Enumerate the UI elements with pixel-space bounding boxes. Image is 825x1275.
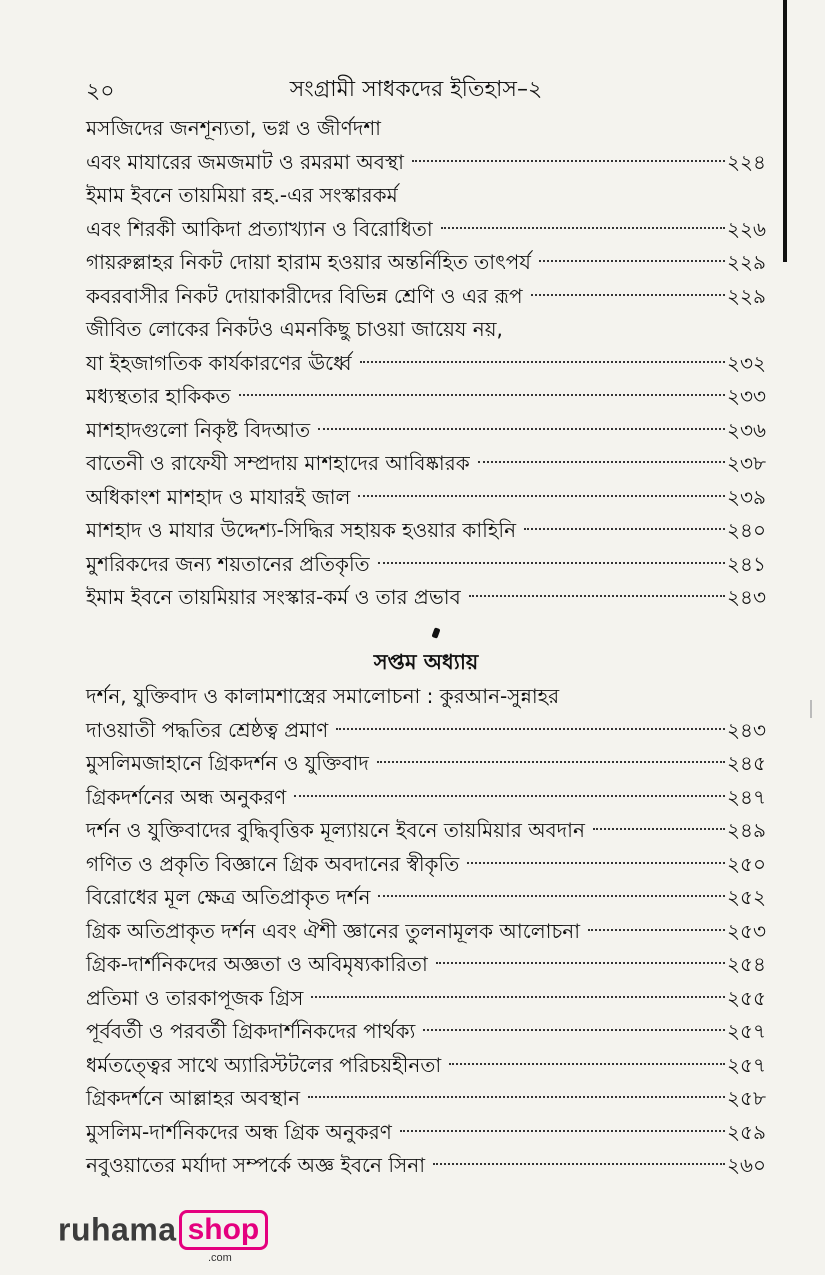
toc-entry: [86, 1049, 766, 1083]
toc-entry-page: ২৪৯: [727, 818, 766, 842]
toc-leader-dots: [412, 160, 725, 162]
toc-entry-title: গায়রুল্লাহর নিকট দোয়া হারাম হওয়ার অন্তর্নিহিত তাৎপর্য: [86, 250, 531, 274]
toc-section-second: [86, 680, 766, 1183]
toc-entry-page: ২৫৩: [727, 918, 766, 943]
running-title: সংগ্রামী সাধকদের ইতিহাস–২: [289, 77, 543, 102]
toc-entry-title: প্রতিমা ও তারকাপূজক গ্রিস: [86, 985, 304, 1010]
toc-entry: [86, 781, 766, 815]
toc-entry-page: ২৪৩: [727, 717, 766, 742]
toc-entry: [86, 380, 766, 414]
toc-leader-dots: [423, 1029, 725, 1031]
toc-leader-dots: [377, 761, 725, 763]
toc-entry-page: ২৪৩: [727, 585, 766, 609]
toc-entry-title: মুসলিম-দার্শনিকদের অন্ধ গ্রিক অনুকরণ: [86, 1119, 392, 1144]
toc-leader-dots: [469, 595, 725, 597]
toc-leader-dots: [436, 962, 725, 964]
toc-entry-page: ২৪১: [727, 551, 766, 576]
toc-entry: [86, 848, 766, 882]
toc-entry: [86, 313, 766, 347]
watermark-brand-left: ruhama: [58, 1211, 177, 1248]
toc-entry: [86, 1015, 766, 1049]
toc-leader-dots: [433, 1163, 725, 1165]
toc-leader-dots: [318, 428, 725, 430]
toc-leader-dots: [239, 394, 725, 396]
watermark-logo: [58, 1210, 268, 1264]
toc-leader-dots: [467, 862, 725, 864]
toc-entry-title: ধর্মতত্ত্বের সাথে অ্যারিস্টটলের পরিচয়হীনতা: [86, 1052, 442, 1077]
toc-entry: [86, 747, 766, 781]
toc-entry-title: এবং মাযারের জমজমাট ও রমরমা অবস্থা: [86, 149, 404, 174]
toc-leader-dots: [336, 728, 725, 730]
toc-entry: [86, 915, 766, 949]
watermark-brand-suffix: .com: [208, 1252, 232, 1264]
toc-entry-page: ২৫০: [727, 851, 766, 876]
toc-entry: [86, 447, 766, 481]
toc-entry: [86, 814, 766, 848]
toc-entry-title: ইমাম ইবনে তায়মিয়া রহ.-এর সংস্কারকর্ম: [86, 183, 398, 207]
toc-entry-title: মধ্যস্থতার হাকিকত: [86, 384, 231, 408]
toc-entry-page: ২৫৭: [727, 1019, 766, 1043]
page-header: [86, 70, 746, 104]
chapter-heading: সপ্তম অধ্যায়: [373, 650, 479, 674]
toc-entry-title: মুসলিমজাহানে গ্রিকদর্শন ও যুক্তিবাদ: [86, 751, 369, 775]
toc-entry: [86, 347, 766, 381]
book-spine-shadow: [783, 0, 787, 262]
toc-entry-title: গ্রিক অতিপ্রাকৃত দর্শন এবং ঐশী জ্ঞানের তুলনামূলক আলোচনা: [86, 918, 580, 943]
toc-entry-title: দাওয়াতী পদ্ধতির শ্রেষ্ঠত্ব প্রমাণ: [86, 717, 329, 742]
toc-entry-page: ২৫৯: [727, 1119, 766, 1144]
toc-entry-page: ২৫৫: [727, 985, 766, 1010]
toc-entry-title: কবরবাসীর নিকট দোয়াকারীদের বিভিন্ন শ্রেণি ও এর রূপ: [86, 283, 523, 308]
toc-entry: [86, 280, 766, 314]
toc-entry-title: নবুওয়াতের মর্যাদা সম্পর্কে অজ্ঞ ইবনে সিনা: [86, 1153, 425, 1177]
toc-entry: [86, 948, 766, 982]
toc-entry-page: ২৪০: [727, 518, 766, 542]
toc-entry-page: ২৩৯: [727, 484, 766, 509]
toc-leader-dots: [294, 795, 725, 797]
toc-leader-dots: [378, 562, 725, 564]
toc-leader-dots: [588, 929, 725, 931]
toc-entry-title: দর্শন, যুক্তিবাদ ও কালামশাস্ত্রের সমালোচনা : কুরআন-সুন্নাহর: [86, 684, 560, 708]
toc-entry-page: ২৬০: [726, 1153, 766, 1177]
toc-entry: [86, 146, 766, 180]
toc-leader-dots: [593, 828, 725, 830]
watermark-brand-right: shop: [179, 1210, 269, 1250]
toc-entry-title: গণিত ও প্রকৃতি বিজ্ঞানে গ্রিক অবদানের স্বীকৃতি: [86, 851, 460, 876]
toc-entry: [86, 881, 766, 915]
toc-entry: [86, 246, 766, 280]
toc-leader-dots: [441, 227, 725, 229]
toc-entry-page: ২৩৩: [726, 384, 766, 408]
toc-entry: [86, 680, 766, 714]
toc-entry: [86, 1116, 766, 1150]
toc-entry-page: ২৩৬: [726, 417, 766, 442]
toc-entry-title: গ্রিক-দার্শনিকদের অজ্ঞতা ও অবিমৃষ্যকারিতা: [86, 952, 428, 976]
toc-leader-dots: [539, 260, 725, 262]
toc-entry-page: ২৩৮: [727, 451, 766, 475]
toc-entry-title: মুশরিকদের জন্য শয়তানের প্রতিকৃতি: [86, 551, 370, 576]
toc-leader-dots: [524, 528, 725, 530]
toc-leader-dots: [378, 895, 725, 897]
toc-entry-title: জীবিত লোকের নিকটও এমনকিছু চাওয়া জায়েয নয়,: [86, 317, 503, 341]
toc-leader-dots: [358, 495, 725, 497]
page-edge-mark: [810, 700, 812, 718]
toc-entry: [86, 514, 766, 548]
toc-entry-page: ২৫৪: [727, 952, 766, 976]
toc-entry-page: ২৩২: [726, 350, 766, 375]
toc-leader-dots: [449, 1063, 725, 1065]
toc-entry-title: এবং শিরকী আকিদা প্রত্যাখ্যান ও বিরোধিতা: [86, 216, 433, 241]
toc-entry-page: ২৫২: [727, 885, 766, 909]
toc-entry-page: ২৫৭: [727, 1052, 766, 1077]
toc-entry-title: যা ইহজাগতিক কার্যকারণের ঊর্ধ্বে: [86, 350, 352, 375]
toc-entry-title: মাশহাদ ও মাযার উদ্দেশ্য-সিদ্ধির সহায়ক হওয়ার কাহিনি: [86, 518, 517, 542]
section-separator-mark: [431, 627, 440, 638]
toc-entry-title: অধিকাংশ মাশহাদ ও মাযারই জাল: [86, 484, 351, 509]
toc-entry: [86, 548, 766, 582]
toc-entry: [86, 481, 766, 515]
toc-entry-page: ২৪৫: [727, 751, 766, 775]
toc-entry-page: ২৫৮: [727, 1086, 766, 1110]
toc-entry-page: ২২৯: [727, 250, 766, 274]
page-number: ২০: [86, 79, 115, 104]
toc-entry-title: মসজিদের জনশূন্যতা, ভগ্ন ও জীর্ণদশা: [86, 116, 381, 140]
toc-leader-dots: [400, 1130, 725, 1132]
toc-entry-page: ২২৬: [726, 216, 766, 241]
toc-entry: [86, 112, 766, 146]
toc-entry: [86, 581, 766, 615]
toc-entry-title: দর্শন ও যুক্তিবাদের বুদ্ধিবৃত্তিক মূল্যায়নে ইবনে তায়মিয়ার অবদান: [86, 818, 585, 842]
toc-entry: [86, 714, 766, 748]
toc-entry-page: ২২৪: [727, 149, 766, 174]
toc-section-first: [86, 112, 766, 615]
toc-leader-dots: [311, 996, 725, 998]
toc-entry-title: গ্রিকদর্শনে আল্লাহর অবস্থান: [86, 1086, 301, 1110]
toc-entry-title: ইমাম ইবনে তায়মিয়ার সংস্কার-কর্ম ও তার প্রভাব: [86, 585, 461, 609]
toc-entry: [86, 1149, 766, 1183]
toc-leader-dots: [478, 461, 725, 463]
toc-entry: [86, 1082, 766, 1116]
toc-entry-title: গ্রিকদর্শনের অন্ধ অনুকরণ: [86, 784, 287, 809]
toc-entry-page: ২২৯: [727, 283, 766, 308]
toc-entry-title: বাতেনী ও রাফেযী সম্প্রদায় মাশহাদের আবিষ্কারক: [86, 451, 470, 475]
toc-entry: [86, 213, 766, 247]
toc-leader-dots: [531, 294, 725, 296]
toc-leader-dots: [360, 361, 725, 363]
toc-entry-page: ২৪৭: [727, 784, 766, 809]
toc-entry: [86, 982, 766, 1016]
toc-entry-title: বিরোধের মূল ক্ষেত্র অতিপ্রাকৃত দর্শন: [86, 885, 371, 909]
toc-entry-title: পূর্ববর্তী ও পরবর্তী গ্রিকদার্শনিকদের পার্থক্য: [86, 1019, 416, 1043]
toc-entry: [86, 414, 766, 448]
toc-leader-dots: [308, 1096, 725, 1098]
toc-entry: [86, 179, 766, 213]
toc-entry-title: মাশহাদগুলো নিকৃষ্ট বিদআত: [86, 417, 311, 442]
